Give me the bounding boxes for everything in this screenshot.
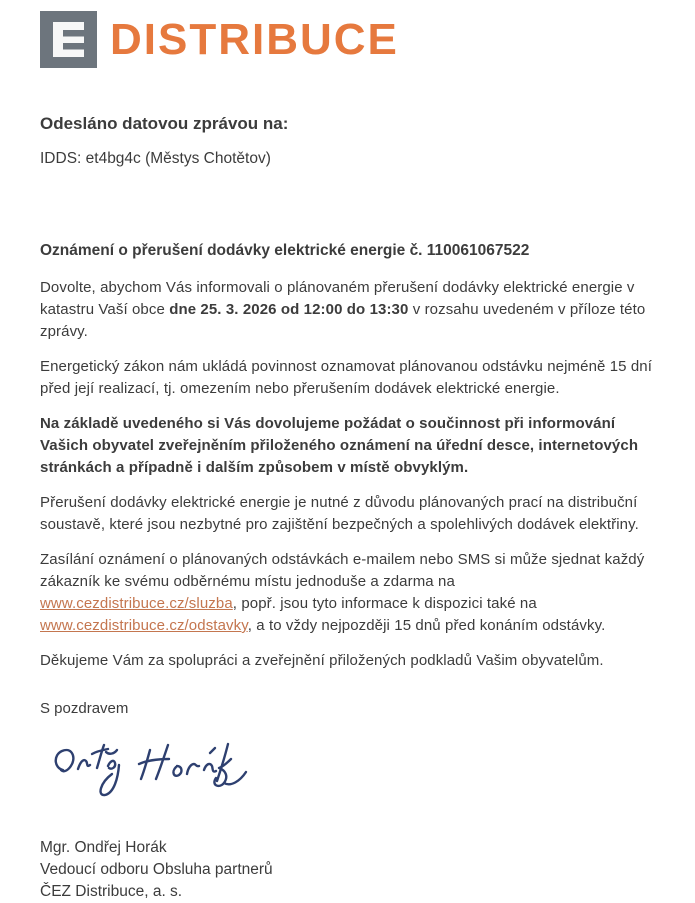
notify-text-after: , a to vždy nejpozději 15 dnů před konáním odstávky. [247, 617, 606, 634]
link-cezdistribuce-sluzba[interactable]: www.cezdistribuce.cz/sluzba [40, 595, 233, 612]
paragraph-reason: Přerušení dodávky elektrické energie je nutné z důvodu plánovaných prací na distribuční soustavě, které jsou nezbytné pro zajištění bezpečných a spolehlivých dodávek elektřiny. [40, 494, 639, 533]
signer-name: Mgr. Ondřej Horák [40, 839, 167, 856]
recipient-idds: IDDS: et4bg4c (Městys Chotětov) [40, 150, 271, 167]
letterhead [40, 10, 655, 68]
outage-datetime: dne 25. 3. 2026 od 12:00 do 13:30 [169, 301, 409, 318]
link-cezdistribuce-odstavky[interactable]: www.cezdistribuce.cz/odstavky [40, 617, 248, 634]
letter-subject: Oznámení o přerušení dodávky elektrické energie č. 110061067522 [40, 242, 530, 259]
signer-block [40, 837, 655, 903]
cez-logo-icon [40, 11, 97, 68]
brand-wordmark: DISTRIBUCE [110, 15, 399, 64]
signer-title: Vedoucí odboru Obsluha partnerů [40, 861, 273, 878]
notify-text-mid: , popř. jsou tyto informace k dispozici také na [232, 595, 537, 612]
salutation: S pozdravem [40, 700, 129, 717]
handwritten-signature [42, 737, 655, 811]
paragraph-notifications [40, 549, 655, 637]
signature-icon [42, 737, 257, 811]
paragraph-request: Na základě uvedeného si Vás dovolujeme požádat o součinnost při informování Vašich obyvatel zveřejněním přiloženého oznámení na úřední desce, internetových stránkách a případně i dalším způsobem v místě obvyklým. [40, 415, 639, 476]
intro-text-before: Dovolte, abychom Vás informovali o plánovaném přerušení dodávky elektrické energie v katastru Vaší obce [40, 279, 635, 318]
paragraph-thanks: Děkujeme Vám za spolupráci a zveřejnění přiložených podkladů Vašim obyvatelům. [40, 652, 604, 669]
sent-via-label: Odesláno datovou zprávou na: [40, 114, 289, 133]
paragraph-intro [40, 277, 655, 343]
notify-text-before: Zasílání oznámení o plánovaných odstávkách e-mailem nebo SMS si může sjednat každý zákazník ke svému odběrnému místu jednoduše a zdarma na [40, 551, 645, 590]
intro-text-after: v rozsahu uvedeném v příloze této zprávy. [40, 301, 646, 340]
signer-company: ČEZ Distribuce, a. s. [40, 883, 183, 900]
paragraph-law: Energetický zákon nám ukládá povinnost oznamovat plánovanou odstávku nejméně 15 dní před její realizací, tj. omezením nebo přerušením dodávek elektrické energie. [40, 358, 653, 397]
